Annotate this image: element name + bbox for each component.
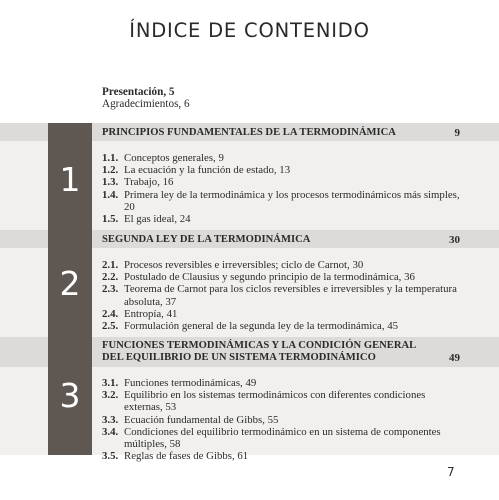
chapter-1-page: 9 bbox=[454, 127, 460, 139]
chapter-2-number: 2 bbox=[59, 264, 81, 303]
entry-text: Conceptos generales, 9 bbox=[124, 152, 224, 164]
toc-entry[interactable] bbox=[102, 283, 462, 307]
entry-number: 3.5. bbox=[102, 450, 119, 463]
entry-text: Reglas de fases de Gibbs, 61 bbox=[124, 450, 249, 463]
entry-number: 2.5. bbox=[102, 320, 119, 333]
entry-text: Formulación general de la segunda ley de la termodinámica, 45 bbox=[124, 320, 399, 333]
chapter-2-entries bbox=[102, 259, 462, 332]
entry-text: Funciones termodinámicas, 49 bbox=[124, 377, 257, 389]
toc-entry[interactable] bbox=[102, 426, 462, 450]
acknowledgements-entry[interactable]: Agradecimientos, 6 bbox=[102, 98, 190, 110]
entry-number: 1.4. bbox=[102, 188, 119, 201]
chapter-3-number: 3 bbox=[59, 376, 81, 415]
chapter-1-title[interactable]: PRINCIPIOS FUNDAMENTALES DE LA TERMODINÁMICA bbox=[102, 127, 396, 138]
toc-entry[interactable] bbox=[102, 377, 462, 389]
chapter-2-page: 30 bbox=[449, 234, 460, 246]
toc-entry[interactable] bbox=[102, 308, 462, 320]
entry-text: Equilibrio en los sistemas termodinámicos con diferentes condiciones externas, 53 bbox=[124, 389, 426, 414]
entry-text: Procesos reversibles e irreversibles; ciclo de Carnot, 30 bbox=[124, 259, 364, 271]
toc-entry[interactable] bbox=[102, 259, 462, 271]
chapter-3-title-line-1[interactable]: FUNCIONES TERMODINÁMICAS Y LA CONDICIÓN GENERAL bbox=[102, 340, 417, 351]
entry-number: 3.4. bbox=[102, 425, 119, 438]
entry-number: 2.3. bbox=[102, 283, 119, 296]
entry-number: 3.2. bbox=[102, 389, 119, 402]
entry-number: 1.2. bbox=[102, 164, 119, 177]
chapter-3-page: 49 bbox=[449, 352, 460, 364]
entry-text: Condiciones del equilibrio termodinámico en un sistema de componentes múltiples, 58 bbox=[124, 425, 441, 451]
chapter-2-title[interactable]: SEGUNDA LEY DE LA TERMODINÁMICA bbox=[102, 234, 311, 245]
entry-text: Teorema de Carnot para los ciclos reversibles e irreversibles y la temperatura absoluta, 37 bbox=[124, 283, 457, 308]
chapter-1-entries bbox=[102, 152, 462, 225]
entry-number: 1.5. bbox=[102, 213, 119, 226]
chapter-3-entries bbox=[102, 377, 462, 462]
chapter-3-title-line-2[interactable]: DEL EQUILIBRIO DE UN SISTEMA TERMODINÁMICO bbox=[102, 352, 376, 363]
entry-text: Trabajo, 16 bbox=[124, 176, 174, 189]
toc-entry[interactable] bbox=[102, 320, 462, 332]
toc-entry[interactable] bbox=[102, 414, 462, 426]
toc-entry[interactable] bbox=[102, 450, 462, 462]
entry-number: 2.1. bbox=[102, 259, 119, 271]
toc-entry[interactable] bbox=[102, 189, 462, 213]
toc-entry[interactable] bbox=[102, 164, 462, 176]
page-number: 7 bbox=[447, 465, 455, 479]
toc-entry[interactable] bbox=[102, 152, 462, 164]
entry-text: La ecuación y la función de estado, 13 bbox=[124, 164, 291, 177]
intro-section bbox=[102, 86, 190, 110]
entry-number: 2.4. bbox=[102, 307, 119, 320]
entry-text: Ecuación fundamental de Gibbs, 55 bbox=[124, 413, 279, 426]
page-title: ÍNDICE DE CONTENIDO bbox=[129, 19, 370, 42]
toc-entry[interactable] bbox=[102, 271, 462, 283]
entry-text: El gas ideal, 24 bbox=[124, 213, 191, 226]
entry-number: 3.1. bbox=[102, 377, 119, 389]
entry-number: 1.1. bbox=[102, 152, 119, 164]
presentation-entry[interactable]: Presentación, 5 bbox=[102, 86, 175, 98]
chapter-1-number: 1 bbox=[59, 160, 81, 199]
entry-number: 3.3. bbox=[102, 413, 119, 426]
entry-text: Postulado de Clausius y segundo principio de la termodinámica, 36 bbox=[124, 271, 415, 284]
entry-number: 2.2. bbox=[102, 271, 119, 284]
entry-number: 1.3. bbox=[102, 176, 119, 189]
toc-entry[interactable] bbox=[102, 213, 462, 225]
toc-entry[interactable] bbox=[102, 176, 462, 188]
entry-text: Entropía, 41 bbox=[124, 307, 178, 320]
toc-entry[interactable] bbox=[102, 389, 462, 413]
entry-text: Primera ley de la termodinámica y los procesos termodinámicos más simples, 20 bbox=[124, 188, 460, 213]
